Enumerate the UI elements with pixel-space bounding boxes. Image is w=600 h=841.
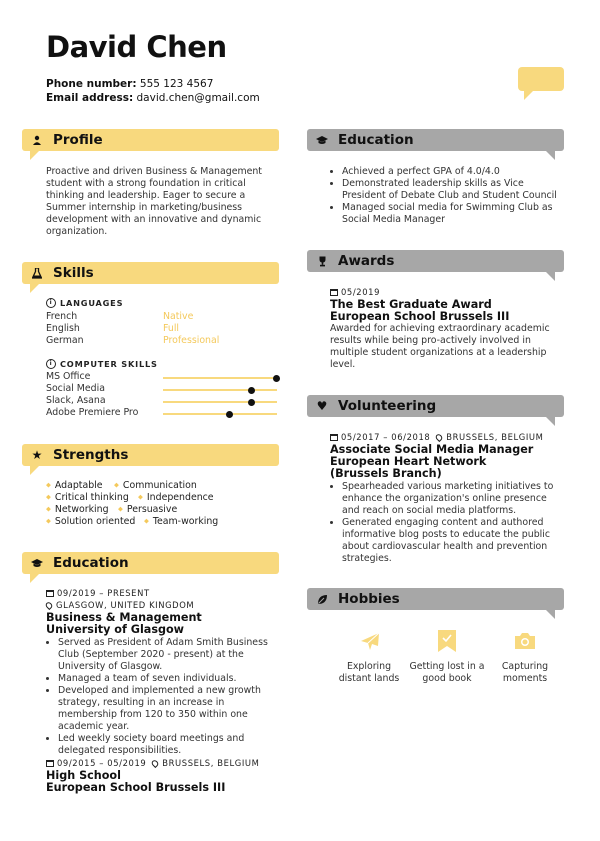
- bullet-item: • Demonstrated leadership skills as Vice President of Debate Club and Student Council: [342, 178, 566, 202]
- volunteering-bullets: [330, 481, 566, 565]
- hobby-label: Capturing moments: [501, 661, 549, 684]
- bullet-item: • Managed social media for Swimming Club as Social Media Manager: [342, 202, 566, 226]
- education-bullets: [46, 637, 280, 757]
- skill-level-marker: [248, 399, 255, 406]
- skill-level-track: [163, 377, 277, 379]
- heart-icon: ♥: [316, 399, 328, 413]
- section-header-skills: [22, 262, 279, 284]
- section-title: Volunteering: [338, 398, 437, 414]
- award-description: Awarded for achieving extraordinary academic results while being pro-actively involved in multiple student organizations at a leadership level.: [330, 323, 550, 370]
- info-icon: i: [46, 298, 56, 308]
- education-degree: Business & Management: [46, 611, 202, 624]
- skill-level-marker: [248, 387, 255, 394]
- section-header-education-right: [307, 129, 564, 151]
- strength-item: ⬥ Critical thinking: [46, 492, 129, 503]
- language-level: Professional: [163, 335, 220, 346]
- right-education-bullets: [330, 166, 566, 226]
- education-school: University of Glasgow: [46, 623, 185, 636]
- section-title: Skills: [53, 265, 94, 281]
- calendar-icon: [46, 760, 54, 767]
- calendar-icon: [330, 434, 338, 441]
- volunteering-org: European Heart Network (Brussels Branch): [330, 455, 487, 480]
- section-header-profile: [22, 129, 279, 151]
- phone-value: 555 123 4567: [139, 78, 214, 90]
- camera-icon: [513, 631, 537, 655]
- computer-skills-subheading: [46, 359, 158, 369]
- location-pin-icon: [435, 432, 444, 441]
- volunteering-role: Associate Social Media Manager: [330, 443, 534, 456]
- bookmark-icon: [437, 629, 457, 657]
- person-icon: [31, 134, 43, 146]
- section-title: Awards: [338, 253, 395, 269]
- strength-item: ⬥ Solution oriented: [46, 516, 136, 527]
- hobby-label: Exploring distant lands: [338, 661, 400, 684]
- strength-item: ⬥ Persuasive: [118, 504, 178, 515]
- bullet-item: • Generated engaging content and authored informative blog posts to educate the public about cardiovascular health and prevention strategies.: [342, 517, 566, 565]
- email-value: david.chen@gmail.com: [136, 92, 260, 104]
- section-title: Strengths: [53, 447, 129, 463]
- info-icon: i: [46, 359, 56, 369]
- calendar-icon: [46, 590, 54, 597]
- strength-item: ⬥ Adaptable: [46, 480, 103, 491]
- skill-name: MS Office: [46, 371, 91, 382]
- bullet-item: • Achieved a perfect GPA of 4.0/4.0: [342, 166, 566, 178]
- education-location: GLASGOW, UNITED KINGDOM: [46, 600, 194, 610]
- volunteering-dates-location: 05/2017 – 06/2018 BRUSSELS, BELGIUM: [330, 432, 543, 442]
- location-pin-icon: [44, 600, 53, 609]
- strength-item: ⬥ Team-working: [144, 516, 219, 527]
- education-dates: 09/2019 – PRESENT: [46, 588, 150, 598]
- skill-level-marker: [273, 375, 280, 382]
- header-tail: [30, 574, 39, 583]
- education-school: European School Brussels III: [46, 781, 226, 794]
- header-tail: [546, 151, 555, 160]
- skill-name: Adobe Premiere Pro: [46, 407, 139, 418]
- candidate-name: David Chen: [46, 30, 227, 64]
- skill-name: Slack, Asana: [46, 395, 106, 406]
- leaf-icon: [316, 593, 328, 605]
- bullet-item: • Managed a team of seven individuals.: [58, 673, 280, 685]
- section-title: Education: [53, 555, 129, 571]
- education-degree: High School: [46, 769, 121, 782]
- profile-text: Proactive and driven Business & Management student with a strong foundation in critical thinking and leadership. Eager to secure a Summer internship in marketing/business development with an innovative and dynamic organization.: [46, 166, 262, 237]
- language-name: English: [46, 323, 80, 334]
- section-header-awards: [307, 250, 564, 272]
- graduation-cap-icon: [316, 134, 328, 146]
- computer-skills-label: COMPUTER SKILLS: [60, 359, 158, 369]
- language-name: French: [46, 311, 78, 322]
- languages-label: LANGUAGES: [60, 298, 124, 308]
- section-header-volunteering: [307, 395, 564, 417]
- flask-icon: [31, 267, 43, 279]
- award-name: The Best Graduate Award: [330, 298, 492, 311]
- award-date: 05/2019: [330, 287, 380, 297]
- section-header-hobbies: [307, 588, 564, 610]
- education-dates-location: 09/2015 – 05/2019 BRUSSELS, BELGIUM: [46, 758, 259, 768]
- email-label: Email address:: [46, 92, 134, 104]
- hobby-label: Getting lost in a good book: [409, 661, 485, 684]
- header-tail: [546, 417, 555, 426]
- language-level: Native: [163, 311, 194, 322]
- graduation-cap-icon: [31, 557, 43, 569]
- skill-level-track: [163, 413, 277, 415]
- decorative-bubble-tail: [524, 90, 534, 100]
- bullet-item: • Spearheaded various marketing initiatives to enhance the organization's online presence and reach on social media platforms.: [342, 481, 566, 517]
- decorative-speech-bubble: [518, 67, 564, 91]
- section-title: Hobbies: [338, 591, 400, 607]
- trophy-icon: [316, 255, 328, 267]
- skill-name: Social Media: [46, 383, 105, 394]
- strength-item: ⬥ Networking: [46, 504, 109, 515]
- section-title: Profile: [53, 132, 103, 148]
- language-name: German: [46, 335, 84, 346]
- skill-level-track: [163, 389, 277, 391]
- strength-item: ⬥ Independence: [138, 492, 214, 503]
- email-line: [46, 92, 260, 104]
- skill-level-track: [163, 401, 277, 403]
- location-pin-icon: [151, 758, 160, 767]
- phone-line: [46, 78, 213, 90]
- section-header-strengths: [22, 444, 279, 466]
- header-tail: [546, 272, 555, 281]
- languages-subheading: [46, 298, 123, 308]
- airplane-icon: [358, 630, 382, 658]
- header-tail: [30, 284, 39, 293]
- bullet-item: • Developed and implemented a new growth strategy, resulting in an increase in membership from 120 to 350 within one academic year.: [58, 685, 280, 733]
- bullet-item: • Led weekly society board meetings and delegated responsibilities.: [58, 733, 280, 757]
- star-icon: ★: [31, 448, 43, 462]
- header-tail: [546, 610, 555, 619]
- calendar-icon: [330, 289, 338, 296]
- section-header-education-left: [22, 552, 279, 574]
- header-tail: [30, 466, 39, 475]
- bullet-item: • Served as President of Adam Smith Business Club (September 2020 - present) at the University of Glasgow.: [58, 637, 280, 673]
- language-level: Full: [163, 323, 180, 334]
- header-tail: [30, 151, 39, 160]
- phone-label: Phone number:: [46, 78, 137, 90]
- section-title: Education: [338, 132, 414, 148]
- strength-item: ⬥ Communication: [114, 480, 197, 491]
- award-org: European School Brussels III: [330, 310, 510, 323]
- skill-level-marker: [226, 411, 233, 418]
